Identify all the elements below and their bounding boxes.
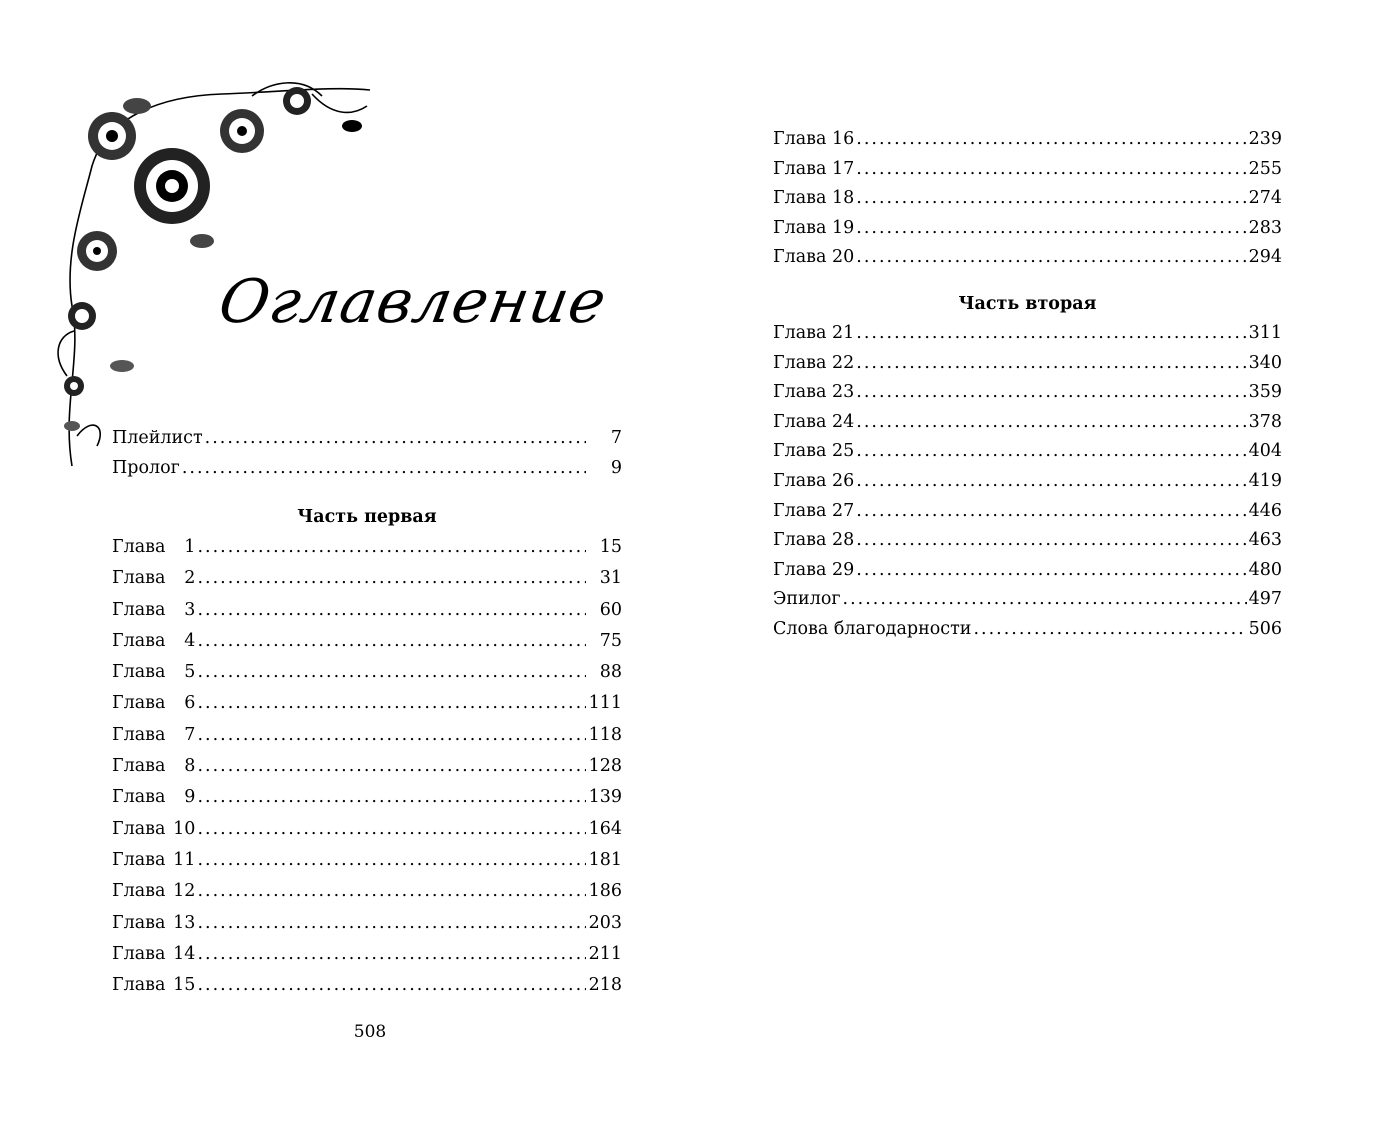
list-item[interactable] (112, 657, 622, 688)
leader-dots (856, 243, 1246, 273)
list-item[interactable] (112, 453, 622, 483)
chapter-number: 2 (184, 568, 196, 589)
leader-dots (843, 585, 1247, 615)
chapter-number: 6 (184, 693, 196, 714)
chapter-number: 8 (184, 756, 196, 777)
list-item[interactable] (112, 595, 622, 626)
entry-label: Глава 20 (773, 247, 855, 268)
chapter-number: 11 (173, 849, 196, 870)
chapter-number: 3 (184, 599, 196, 620)
entry-label: Глава (112, 975, 166, 996)
leader-dots (197, 657, 586, 687)
entry-page: 9 (610, 458, 622, 478)
leader-dots (197, 970, 586, 1000)
list-item[interactable] (112, 688, 622, 719)
leader-dots (197, 626, 586, 656)
list-item[interactable] (773, 408, 1282, 438)
chapter-number: 15 (173, 975, 196, 996)
front-entries (112, 423, 622, 483)
entry-label: Глава (112, 787, 166, 808)
entry-page: 404 (1248, 441, 1282, 462)
leader-dots (856, 349, 1246, 379)
chapter-number: 12 (173, 881, 196, 902)
list-item[interactable] (112, 423, 622, 453)
chapter-number: 10 (173, 818, 196, 839)
entry-label: Глава (112, 912, 166, 933)
leader-dots (197, 688, 586, 718)
entry-page: 497 (1248, 589, 1282, 610)
list-item[interactable] (112, 876, 622, 907)
entry-page: 218 (588, 975, 622, 996)
entry-page: 75 (599, 630, 622, 651)
leader-dots (856, 155, 1246, 185)
chapter-number: 7 (184, 724, 196, 745)
entry-label: Глава 19 (773, 217, 855, 238)
entry-page: 463 (1248, 530, 1282, 551)
entry-label: Пролог (112, 458, 180, 478)
entry-label: Глава 22 (773, 352, 855, 373)
leader-dots (856, 319, 1246, 349)
list-item[interactable] (112, 939, 622, 970)
entry-page: 164 (588, 818, 622, 839)
page-number: 508 (353, 1022, 387, 1042)
list-item[interactable] (112, 720, 622, 751)
leader-dots (197, 814, 586, 844)
leader-dots (856, 556, 1246, 586)
leader-dots (973, 615, 1246, 645)
entry-label: Глава 24 (773, 411, 855, 432)
entry-label: Глава (112, 693, 166, 714)
entry-page: 446 (1248, 500, 1282, 521)
entry-label: Глава (112, 537, 166, 557)
entry-page: 239 (1248, 129, 1282, 149)
entry-page: 480 (1248, 559, 1282, 580)
part-one (112, 502, 622, 532)
chapter-number: 13 (173, 912, 196, 933)
leader-dots (856, 184, 1246, 214)
entry-label: Глава 18 (773, 188, 855, 209)
part-two-entries (773, 319, 1282, 645)
leader-dots (856, 378, 1246, 408)
list-item[interactable] (773, 615, 1282, 645)
list-item[interactable] (112, 814, 622, 845)
list-item[interactable] (773, 155, 1282, 185)
entry-page: 15 (599, 537, 622, 557)
entry-page: 203 (588, 912, 622, 933)
leader-dots (856, 497, 1246, 527)
entry-label: Глава (112, 943, 166, 964)
entry-page: 118 (588, 724, 622, 745)
part-heading: Часть первая (297, 507, 437, 527)
list-item[interactable] (112, 908, 622, 939)
entry-page: 186 (588, 881, 622, 902)
leader-dots (197, 939, 586, 969)
entry-label: Глава 23 (773, 382, 855, 403)
continued-entries (773, 125, 1282, 273)
list-item[interactable] (773, 243, 1282, 273)
entry-page: 31 (599, 568, 622, 589)
entry-page: 506 (1248, 618, 1282, 639)
chapter-number: 4 (184, 630, 196, 651)
leader-dots (197, 908, 586, 938)
list-item[interactable] (773, 497, 1282, 527)
leader-dots (856, 526, 1246, 556)
leader-dots (197, 876, 586, 906)
leader-dots (856, 408, 1246, 438)
entry-page: 211 (588, 943, 622, 964)
list-item[interactable] (773, 585, 1282, 615)
list-item[interactable] (112, 626, 622, 657)
entry-label: Глава 16 (773, 129, 855, 149)
entry-page: 255 (1248, 158, 1282, 179)
leader-dots (197, 751, 586, 781)
entry-page: 111 (588, 693, 622, 714)
leader-dots (197, 782, 586, 812)
leader-dots (856, 125, 1246, 155)
list-item[interactable] (773, 437, 1282, 467)
entry-label: Глава (112, 662, 166, 683)
list-item[interactable] (112, 845, 622, 876)
part-one-entries (112, 532, 622, 1001)
part-two (773, 289, 1282, 319)
entry-page: 419 (1248, 470, 1282, 491)
toc-title: Оглавление (213, 267, 612, 337)
leader-dots (197, 845, 586, 875)
entry-label: Глава (112, 630, 166, 651)
entry-label: Глава (112, 849, 166, 870)
list-item[interactable] (773, 378, 1282, 408)
list-item[interactable] (773, 214, 1282, 244)
list-item[interactable] (112, 751, 622, 782)
entry-label: Глава (112, 756, 166, 777)
leader-dots (856, 467, 1246, 497)
entry-page: 311 (1248, 323, 1282, 343)
list-item[interactable] (773, 184, 1282, 214)
entry-label: Глава 21 (773, 323, 855, 343)
leader-dots (197, 563, 586, 593)
entry-label: Глава (112, 881, 166, 902)
leader-dots (197, 595, 586, 625)
entry-page: 274 (1248, 188, 1282, 209)
list-item[interactable] (773, 526, 1282, 556)
entry-page: 60 (599, 599, 622, 620)
entry-page: 359 (1248, 382, 1282, 403)
entry-label: Глава 25 (773, 441, 855, 462)
list-item[interactable] (773, 125, 1282, 155)
entry-label: Эпилог (773, 589, 841, 610)
entry-label: Глава 28 (773, 530, 855, 551)
list-item[interactable] (773, 467, 1282, 497)
entry-page: 139 (588, 787, 622, 808)
part-heading: Часть вторая (958, 294, 1097, 314)
list-item[interactable] (112, 970, 622, 1001)
list-item[interactable] (773, 319, 1282, 349)
entry-page: 128 (588, 756, 622, 777)
list-item[interactable] (112, 563, 622, 594)
chapter-number: 9 (184, 787, 196, 808)
leader-dots (197, 720, 586, 750)
entry-label: Глава (112, 724, 166, 745)
entry-label: Глава (112, 568, 166, 589)
entry-label: Глава 29 (773, 559, 855, 580)
entry-label: Плейлист (112, 428, 203, 448)
chapter-number: 14 (173, 943, 196, 964)
leader-dots (197, 532, 586, 562)
leader-dots (856, 437, 1246, 467)
entry-page: 340 (1248, 352, 1282, 373)
entry-page: 7 (610, 428, 622, 448)
entry-label: Глава (112, 599, 166, 620)
chapter-number: 5 (184, 662, 196, 683)
entry-label: Глава (112, 818, 166, 839)
list-item[interactable] (773, 349, 1282, 379)
entry-label: Глава 26 (773, 470, 855, 491)
list-item[interactable] (112, 782, 622, 813)
list-item[interactable] (112, 532, 622, 563)
leader-dots (205, 423, 586, 453)
entry-label: Глава 27 (773, 500, 855, 521)
entry-page: 378 (1248, 411, 1282, 432)
leader-dots (182, 453, 586, 483)
entry-label: Слова благодарности (773, 618, 972, 639)
entry-page: 294 (1248, 247, 1282, 268)
entry-page: 283 (1248, 217, 1282, 238)
chapter-number: 1 (184, 537, 196, 557)
entry-page: 181 (588, 849, 622, 870)
list-item[interactable] (773, 556, 1282, 586)
entry-label: Глава 17 (773, 158, 855, 179)
entry-page: 88 (599, 662, 622, 683)
leader-dots (856, 214, 1246, 244)
